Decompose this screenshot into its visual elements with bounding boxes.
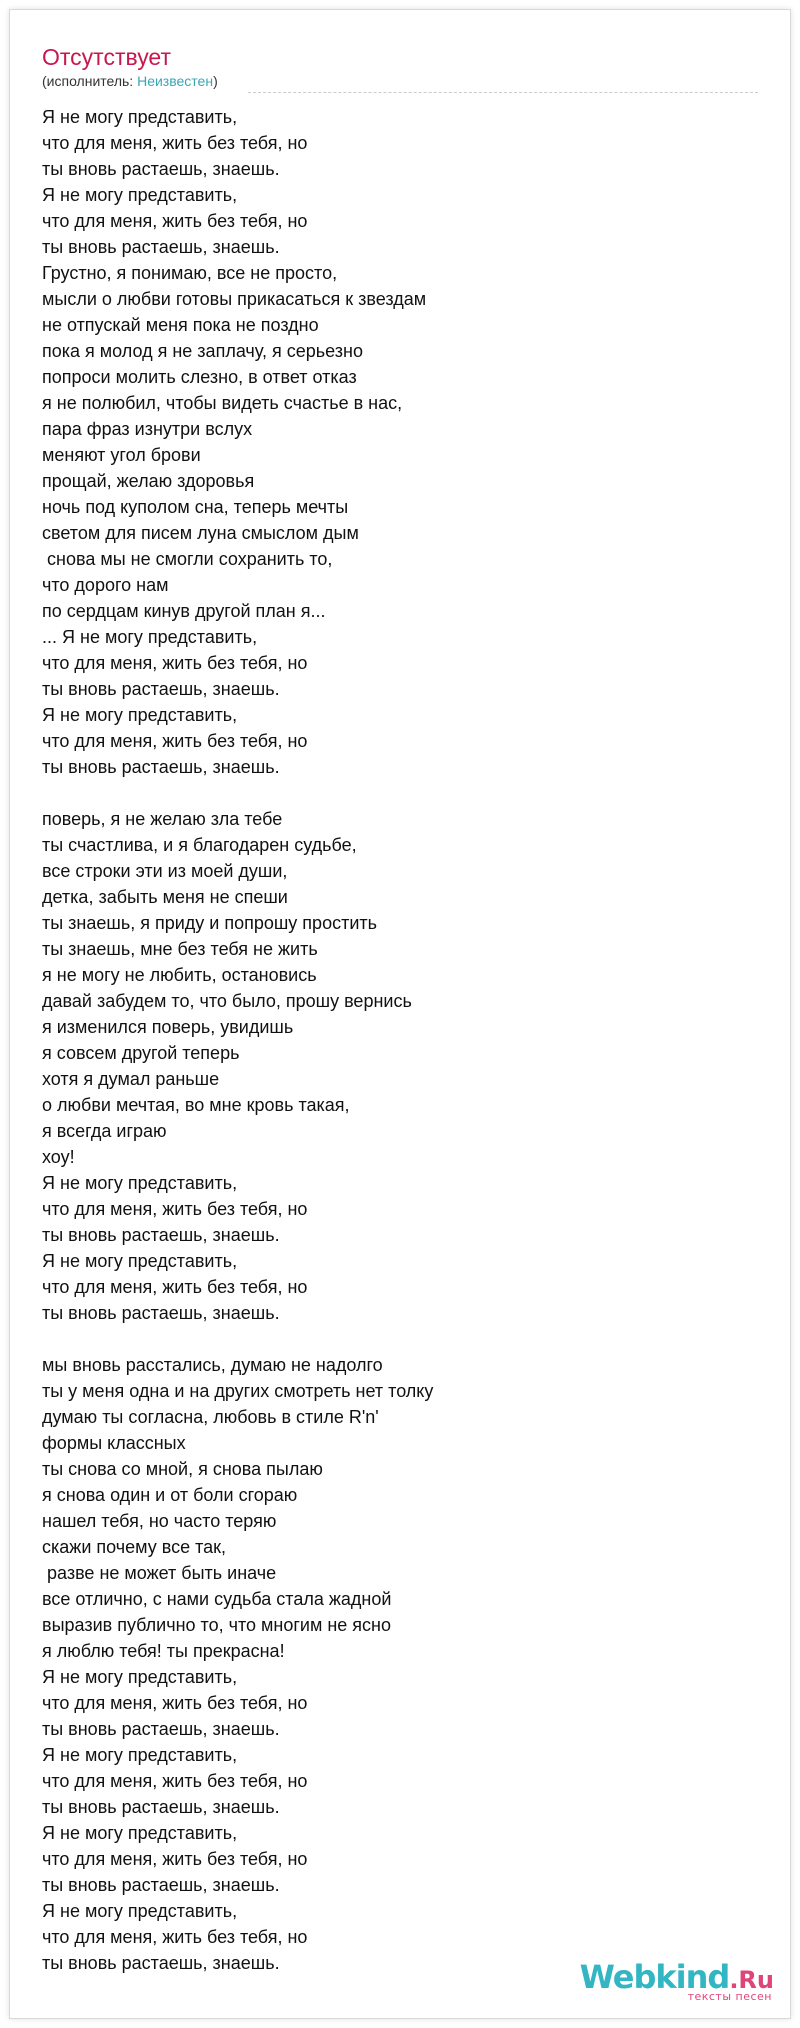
lyric-line: ты знаешь, мне без тебя не жить — [42, 939, 318, 959]
lyric-line: Я не могу представить, — [42, 1901, 238, 1921]
lyric-line: ты снова со мной, я снова пылаю — [42, 1459, 323, 1479]
lyric-line: думаю ты согласна, любовь в стиле R'n' — [42, 1407, 379, 1427]
lyric-line: меняют угол брови — [42, 445, 201, 465]
lyric-line: Грустно, я понимаю, все не просто, — [42, 263, 338, 283]
lyric-line: ты вновь растаешь, знаешь. — [42, 1797, 280, 1817]
lyric-line: я не могу не любить, остановись — [42, 965, 317, 985]
lyric-line: ты знаешь, я приду и попрошу простить — [42, 913, 377, 933]
lyric-line: ты вновь растаешь, знаешь. — [42, 237, 280, 257]
lyric-line: ты счастлива, и я благодарен судьбе, — [42, 835, 357, 855]
lyric-line: не отпускай меня пока не поздно — [42, 315, 319, 335]
lyric-line: пока я молод я не заплачу, я серьезно — [42, 341, 363, 361]
lyric-line: ... Я не могу представить, — [42, 627, 258, 647]
lyrics-body — [42, 104, 742, 1976]
lyric-line: формы классных — [42, 1433, 186, 1453]
site-logo[interactable] — [580, 1958, 774, 2003]
lyric-line: снова мы не смогли сохранить то, — [42, 549, 333, 569]
lyric-line: что для меня, жить без тебя, но — [42, 1849, 308, 1869]
lyric-line: о любви мечтая, во мне кровь такая, — [42, 1095, 350, 1115]
lyric-line: хотя я думал раньше — [42, 1069, 220, 1089]
lyric-line: попроси молить слезно, в ответ отказ — [42, 367, 357, 387]
lyric-line: все строки эти из моей души, — [42, 861, 288, 881]
logo-tagline: тексты песен — [687, 1990, 772, 2003]
lyric-line: ты вновь растаешь, знаешь. — [42, 1719, 280, 1739]
lyric-line — [42, 780, 742, 806]
lyric-line: что для меня, жить без тебя, но — [42, 211, 308, 231]
lyric-line: Я не могу представить, — [42, 705, 238, 725]
logo-main-text: Webkind — [579, 1958, 730, 1996]
lyric-line: ты вновь растаешь, знаешь. — [42, 1875, 280, 1895]
lyric-line: давай забудем то, что было, прошу вернись — [42, 991, 412, 1011]
lyric-line: Я не могу представить, — [42, 185, 238, 205]
artist-prefix: (исполнитель: — [42, 73, 138, 89]
lyric-line: скажи почему все так, — [42, 1537, 227, 1557]
lyric-line: что для меня, жить без тебя, но — [42, 133, 308, 153]
lyric-line — [42, 1326, 742, 1352]
lyric-line: я изменился поверь, увидишь — [42, 1017, 294, 1037]
lyric-line: что для меня, жить без тебя, но — [42, 731, 308, 751]
lyric-line: что дорого нам — [42, 575, 169, 595]
lyric-line: ты вновь растаешь, знаешь. — [42, 679, 280, 699]
lyric-line: Я не могу представить, — [42, 1173, 238, 1193]
lyric-line: Я не могу представить, — [42, 1667, 238, 1687]
lyric-line: я всегда играю — [42, 1121, 167, 1141]
lyric-line: ты вновь растаешь, знаешь. — [42, 1953, 280, 1973]
lyric-line: ты вновь растаешь, знаешь. — [42, 1303, 280, 1323]
lyric-line: ты вновь растаешь, знаешь. — [42, 159, 280, 179]
artist-line — [42, 73, 218, 89]
lyric-line: ты вновь растаешь, знаешь. — [42, 757, 280, 777]
lyric-line: мы вновь расстались, думаю не надолго — [42, 1355, 383, 1375]
lyric-line: что для меня, жить без тебя, но — [42, 1199, 308, 1219]
lyric-line: светом для писем луна смыслом дым — [42, 523, 359, 543]
lyric-line: что для меня, жить без тебя, но — [42, 1927, 308, 1947]
lyric-line: я люблю тебя! ты прекрасна! — [42, 1641, 285, 1661]
lyric-line: пара фраз изнутри вслух — [42, 419, 253, 439]
lyric-line: ночь под куполом сна, теперь мечты — [42, 497, 349, 517]
lyric-line: прощай, желаю здоровья — [42, 471, 255, 491]
lyric-line: поверь, я не желаю зла тебе — [42, 809, 283, 829]
lyric-line: ты у меня одна и на других смотреть нет толку — [42, 1381, 434, 1401]
header-divider — [248, 92, 758, 93]
artist-suffix: ) — [213, 73, 218, 89]
lyric-line: я не полюбил, чтобы видеть счастье в нас, — [42, 393, 403, 413]
lyric-line: мысли о любви готовы прикасаться к звездам — [42, 289, 427, 309]
lyric-line: разве не может быть иначе — [42, 1563, 277, 1583]
lyric-line: хоу! — [42, 1147, 75, 1167]
lyric-line: я совсем другой теперь — [42, 1043, 240, 1063]
lyric-line: что для меня, жить без тебя, но — [42, 1277, 308, 1297]
lyric-line: Я не могу представить, — [42, 1251, 238, 1271]
logo-suffix-text: .Ru — [729, 1966, 774, 1994]
lyric-line: Я не могу представить, — [42, 107, 238, 127]
lyric-line: Я не могу представить, — [42, 1745, 238, 1765]
artist-link[interactable]: Неизвестен — [137, 73, 214, 89]
lyric-line: я снова один и от боли сгораю — [42, 1485, 298, 1505]
lyric-line: Я не могу представить, — [42, 1823, 238, 1843]
song-title: Отсутствует — [42, 44, 171, 70]
lyric-line: ты вновь растаешь, знаешь. — [42, 1225, 280, 1245]
lyric-line: выразив публично то, что многим не ясно — [42, 1615, 391, 1635]
lyric-line: по сердцам кинув другой план я... — [42, 601, 326, 621]
lyric-line: все отлично, с нами судьба стала жадной — [42, 1589, 392, 1609]
lyric-line: нашел тебя, но часто теряю — [42, 1511, 277, 1531]
lyric-line: что для меня, жить без тебя, но — [42, 1771, 308, 1791]
lyric-line: детка, забыть меня не спеши — [42, 887, 288, 907]
lyric-line: что для меня, жить без тебя, но — [42, 653, 308, 673]
lyric-line: что для меня, жить без тебя, но — [42, 1693, 308, 1713]
